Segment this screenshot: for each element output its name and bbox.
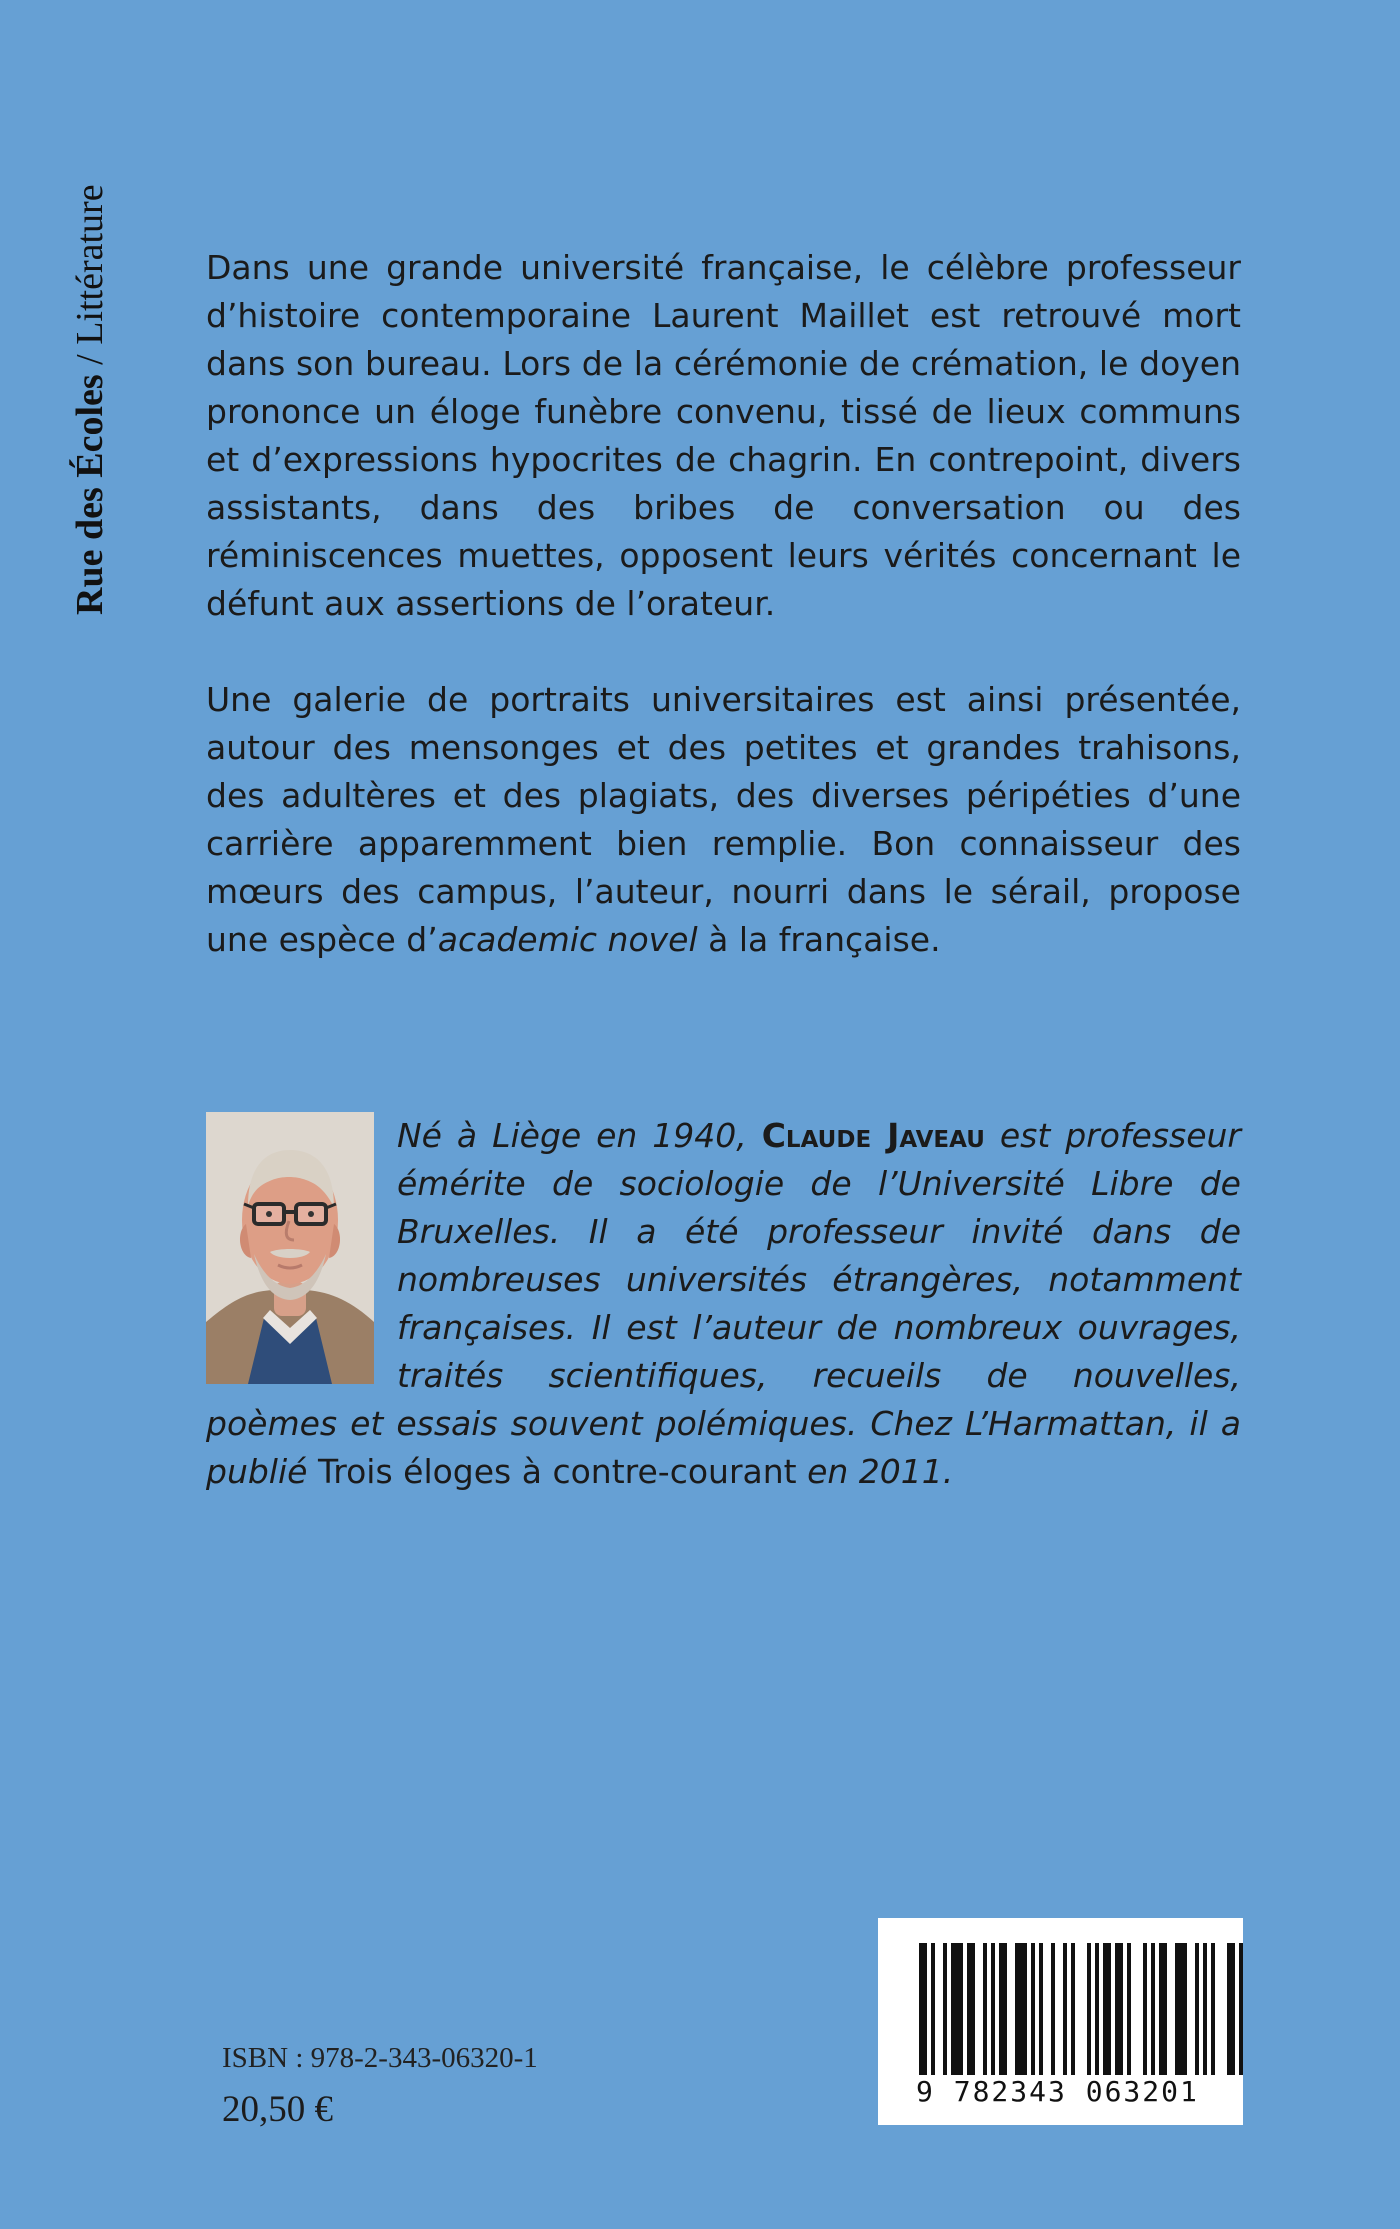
- barcode-bar-2: [943, 1943, 947, 2075]
- author-biography: [206, 1112, 1241, 1496]
- barcode-bar-13: [1071, 1943, 1075, 2075]
- barcode-bar-9: [1031, 1943, 1035, 2075]
- blurb-paragraph-2-start: Une galerie de portraits universitaires est ainsi présentée, autour des mensonges et des petites et grandes trahisons, des adultères et des plagiats, des diverses péripéties d’une carrière apparemment bien remplie. Bon connaisseur des mœurs des campus, l’auteur, nourri dans le sérail, propose une espèce d’: [206, 680, 1241, 959]
- barcode-digits: 9 782343 063201: [916, 2075, 1199, 2108]
- barcode-bar-19: [1143, 1943, 1147, 2075]
- barcode-bar-11: [1051, 1943, 1055, 2075]
- barcode-bar-8: [1015, 1943, 1027, 2075]
- barcode: [878, 1918, 1243, 2125]
- barcode-bar-22: [1175, 1943, 1187, 2075]
- barcode-bar-18: [1127, 1943, 1131, 2075]
- barcode-bar-0: [919, 1943, 927, 2075]
- barcode-bar-3: [951, 1943, 963, 2075]
- barcode-bar-12: [1063, 1943, 1067, 2075]
- barcode-bar-1: [931, 1943, 935, 2075]
- blurb-paragraph-2: [206, 676, 1241, 964]
- author-name: Claude Javeau: [761, 1116, 985, 1155]
- barcode-bar-4: [967, 1943, 975, 2075]
- barcode-bar-7: [999, 1943, 1007, 2075]
- series-name: Rue des Écoles: [69, 374, 111, 615]
- barcode-bar-26: [1227, 1943, 1235, 2075]
- barcode-bar-16: [1103, 1943, 1111, 2075]
- academic-novel-phrase: academic novel: [437, 920, 698, 959]
- barcode-bar-21: [1159, 1943, 1167, 2075]
- barcode-bar-14: [1087, 1943, 1091, 2075]
- book-blurb: [206, 244, 1241, 964]
- blurb-paragraph-1: Dans une grande université française, le célèbre professeur d’histoire contemporaine Laurent Maillet est retrouvé mort dans son bureau. Lors de la cérémonie de crémation, le doyen prononce un éloge funèbre convenu, tissé de lieux communs et d’expressions hypocrites de chagrin. En contrepoint, divers assistants, dans des bribes de conversation ou des réminiscences muettes, opposent leurs vérités concernant le défunt aux assertions de l’orateur.: [206, 248, 1241, 623]
- barcode-bar-17: [1115, 1943, 1123, 2075]
- author-photo: [206, 1112, 374, 1384]
- barcode-bar-23: [1195, 1943, 1199, 2075]
- author-bio-text: est professeur émérite de sociologie de l’Université Libre de Bruxelles. Il a été professeur invité dans de nombreuses universités étrangères, notamment françaises. Il est l’auteur de nombreux ouvrages, traités scientifiques, recueils de nouvelles, poèmes et essais souvent polémiques. Chez L’Harmattan, il a publié: [206, 1116, 1241, 1491]
- publication-year: en 2011.: [796, 1452, 954, 1491]
- barcode-bar-20: [1151, 1943, 1155, 2075]
- barcode-bar-6: [991, 1943, 995, 2075]
- previous-book-title: Trois éloges à contre-courant: [317, 1452, 797, 1491]
- spine-title: [71, 95, 109, 615]
- barcode-bar-15: [1095, 1943, 1099, 2075]
- barcode-bar-24: [1203, 1943, 1207, 2075]
- barcode-bar-27: [1239, 1943, 1243, 2075]
- isbn-number: ISBN : 978-2-343-06320-1: [222, 2042, 538, 2074]
- spine-separator: /: [69, 344, 111, 375]
- barcode-bar-25: [1211, 1943, 1215, 2075]
- barcode-bar-10: [1039, 1943, 1043, 2075]
- book-price: 20,50 €: [222, 2089, 333, 2130]
- genre-name: Littérature: [69, 184, 111, 345]
- barcode-bar-5: [983, 1943, 987, 2075]
- blurb-paragraph-2-end: à la française.: [697, 920, 941, 959]
- author-intro: Né à Liège en 1940,: [397, 1116, 762, 1155]
